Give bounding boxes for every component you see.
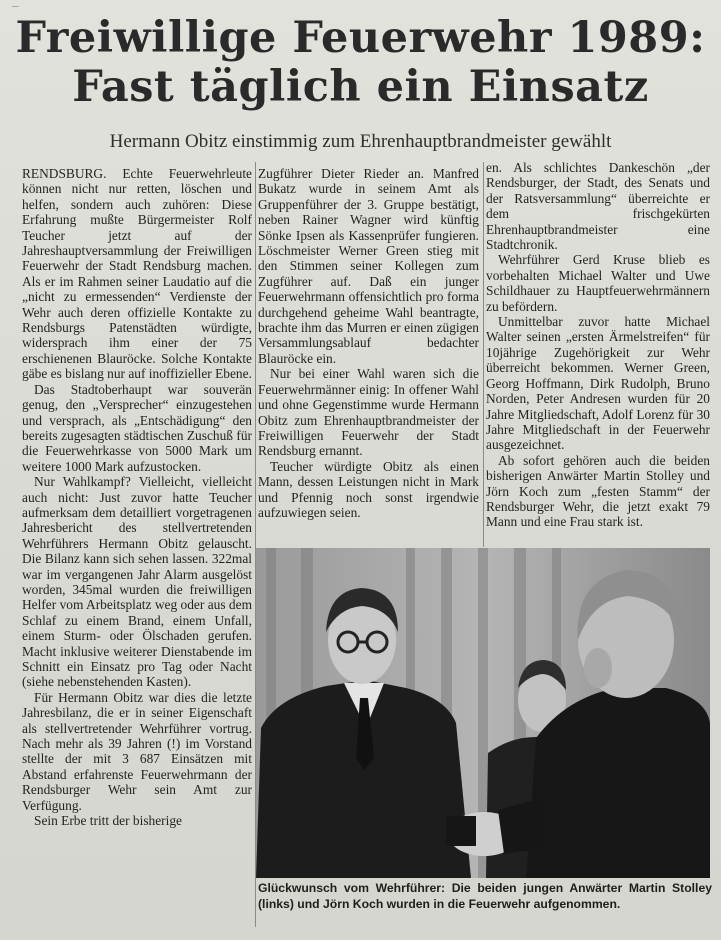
photo-caption: Glückwunsch vom Wehrführer: Die beiden jungen Anwärter Martin Stolley (links) und Jörn Koch wurden in die Feuerwehr aufgenommen. — [258, 881, 712, 911]
headline — [0, 14, 721, 112]
paragraph: RENDSBURG. Echte Feuerwehrleute können nicht nur retten, löschen und helfen, sondern auch zuhören: Diese Erfahrung mußte Bürgermeister Rolf Teucher jetzt auf der Jahreshauptversammlung der Freiwilligen Feuerwehr der Stadt Rendsburg machen. Als er im Rahmen seiner Laudatio auf die „nicht zu ermessenden“ Verdienste der Wehr auch deren offizielle Kontakte zu Rendsburgs Patenstädten würdigte, widersprach ihm einer der 75 erschienenen Blauröcke. Solche Kontakte gäbe es bislang nur auf inoffizieller Ebene. — [22, 166, 252, 382]
paragraph: Teucher würdigte Obitz als einen Mann, dessen Leistungen nicht in Mark und Pfennig noch sonst irgendwie aufzuwiegen seien. — [258, 458, 479, 520]
headline-line-2: Fast täglich ein Einsatz — [72, 62, 649, 112]
column-divider — [483, 162, 484, 547]
subheadline: Hermann Obitz einstimmig zum Ehrenhauptbrandmeister gewählt — [109, 131, 612, 152]
paragraph: Nur Wahlkampf? Vielleicht, vielleicht auch nicht: Just zuvor hatte Teucher aufmerksam dem detailliert vorgetragenen Jahresbericht des stellvertretenden Wehrführers Hermann Obitz gelauscht. Die Bilanz kann sich sehen lassen. 322mal war im vergangenen Jahr Alarm ausgelöst worden, 345mal wurden die freiwilligen Helfer vom Arbeitsplatz weg oder aus dem Schlaf zu einem Brand, einem Unfall, einem Sturm- oder Ölschaden gerufen. Macht inklusive weiterer Dienstabende im Schnitt ein Einsatz pro Tag oder Nacht (siehe nebenstehenden Kasten). — [22, 474, 252, 690]
paragraph: Das Stadtoberhaupt war souverän genug, den „Versprecher“ einzugestehen und versprach, als „Entschädigung“ den bereits zugesagten städtischen Zuschuß für die Feuerwehrkasse von 5000 Mark um weitere 1000 Mark aufzustocken. — [22, 381, 252, 474]
paragraph: Für Hermann Obitz war dies die letzte Jahresbilanz, die er in seiner Eigenschaft als stellvertretender Wehrführer vortrug. Nach mehr als 39 Jahren (!) im Vorstand stellte der mit 3 687 Einsätzen mit Abstand erfahrenste Feuerwehrmann der Rendsburger Wehr sein Amt zur Verfügung. — [22, 689, 252, 813]
headline-line-1: Freiwillige Feuerwehr 1989: — [15, 13, 706, 63]
paragraph: Unmittelbar zuvor hatte Michael Walter seinen „ersten Ärmelstreifen“ für 10jährige Zugehörigkeit zur Wehr überreicht bekommen. Werner Green, Georg Hoffmann, Dirk Rudolph, Bruno Norden, Peter Andresen wurden für 20 Jahre Mitgliedschaft, Adolf Lorenz für 30 Jahre Mitgliedschaft in der Feuerwehr ausgezeichnet. — [486, 314, 710, 453]
photo-illustration — [256, 548, 710, 878]
paragraph: Nur bei einer Wahl waren sich die Feuerwehrmänner einig: In offener Wahl und ohne Gegenstimme wurde Hermann Obitz zum Ehrenhauptbrandmeister der Freiwilligen Feuerwehr der Stadt Rendsburg ernannt. — [258, 366, 479, 459]
news-photo — [256, 548, 710, 878]
article-column-3 — [486, 160, 710, 530]
paragraph: Sein Erbe tritt der bisherige — [34, 813, 182, 829]
clipping-edge-mark: — — [12, 2, 20, 10]
article-column-1 — [22, 166, 252, 828]
paragraph: Zugführer Dieter Rieder an. Manfred Bukatz wurde in seinem Amt als Gruppenführer der 3. Gruppe bestätigt, neben Rainer Wagner wird künftig Sönke Ipsen als Kassenprüfer fungieren. Löschmeister Werner Green stieg mit den Stimmen seiner Kollegen zum Zugführer auf. Daß ein junger Feuerwehrmann offensichtlich pro forma durchgehend geheime Wahl beantragte, brachte ihm das Murren er einen zügigen Versammlungsablauf bedachter Blauröcke ein. — [258, 166, 479, 366]
paragraph: Ab sofort gehören auch die beiden bisherigen Anwärter Martin Stolley und Jörn Koch zum „festen Stamm“ der Rendsburger Wehr, die jetzt exakt 79 Mann und eine Frau stark ist. — [486, 452, 710, 530]
paragraph: Wehrführer Gerd Kruse blieb es vorbehalten Michael Walter und Uwe Schildhauer zu Hauptfeuerwehrmännern zu befördern. — [486, 252, 710, 314]
paragraph: en. Als schlichtes Dankeschön „der Rendsburger, der Stadt, des Senats und der Ratsversammlung“ überreichte er dem frischgekürten Ehrenhauptbrandmeister eine Stadtchronik. — [486, 160, 710, 253]
article-column-2 — [258, 166, 479, 520]
